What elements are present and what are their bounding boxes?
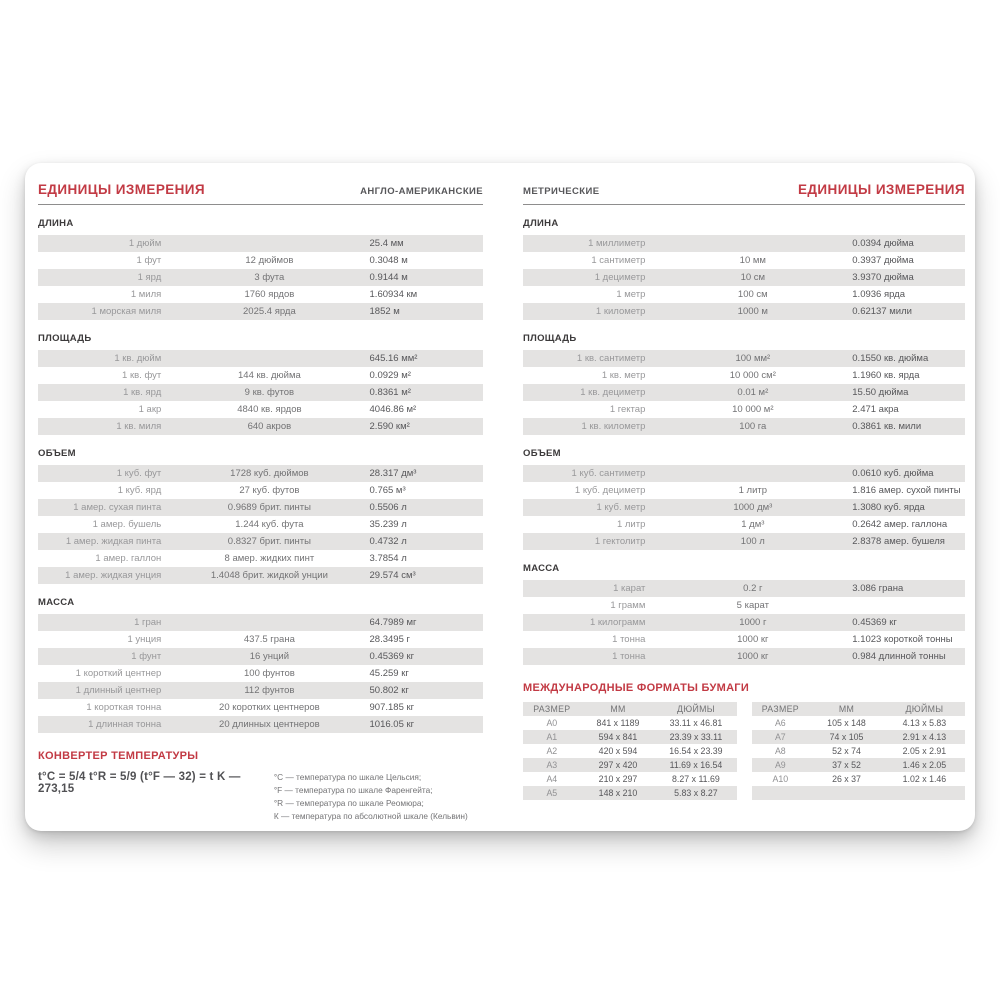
table-cell: 4840 кв. ярдов: [237, 404, 302, 415]
table-cell: 1 кв. ярд: [123, 387, 162, 398]
table-cell: 1 карат: [613, 583, 646, 594]
paper-row: [523, 744, 737, 758]
table-cell: 1.1023 короткой тонны: [852, 634, 953, 645]
page-title: ЕДИНИЦЫ ИЗМЕРЕНИЯ: [38, 182, 205, 197]
table-row: [38, 665, 483, 682]
table-cell: 0.4732 л: [369, 536, 407, 547]
paper-table-a6-a10: [752, 702, 966, 800]
table-row: [38, 418, 483, 435]
table-cell: 1 амер. сухая пинта: [73, 502, 162, 513]
table-cell: 1852 м: [369, 306, 400, 317]
table-cell: 0.01 м²: [737, 387, 769, 398]
table-cell: 1.60934 км: [369, 289, 418, 300]
table-row: [38, 384, 483, 401]
unit-section: [523, 218, 965, 320]
table-cell: 144 кв. дюйма: [238, 370, 301, 381]
paper-header-cell: РАЗМЕР: [761, 704, 799, 714]
table-cell: 1 килограмм: [589, 617, 646, 628]
unit-table: [38, 350, 483, 435]
table-row: [523, 597, 965, 614]
paper-cell: A1: [546, 732, 558, 742]
table-cell: 1.244 куб. фута: [235, 519, 304, 530]
table-cell: 1 кв. дюйм: [114, 353, 162, 364]
paper-cell: 210 x 297: [598, 774, 638, 784]
table-cell: 1.0936 ярда: [852, 289, 905, 300]
table-cell: 1 куб. дециметр: [574, 485, 646, 496]
table-cell: 0.984 длинной тонны: [852, 651, 946, 662]
table-cell: 2.8378 амер. бушеля: [852, 536, 945, 547]
unit-table: [523, 235, 965, 320]
table-row: [38, 499, 483, 516]
table-row: [523, 499, 965, 516]
paper-cell: 5.83 x 8.27: [674, 788, 718, 798]
paper-row: [752, 716, 966, 730]
table-cell: 100 л: [740, 536, 765, 547]
table-row: [523, 350, 965, 367]
table-cell: 28.317 дм³: [369, 468, 417, 479]
table-cell: 1728 куб. дюймов: [230, 468, 309, 479]
paper-cell: 1.02 x 1.46: [902, 774, 947, 784]
table-cell: 1 амер. жидкая пинта: [65, 536, 162, 547]
page-subtitle: АНГЛО-АМЕРИКАНСКИЕ: [360, 186, 483, 197]
unit-section: [38, 333, 483, 435]
table-cell: 1 кв. дециметр: [580, 387, 646, 398]
table-cell: 1 короткая тонна: [86, 702, 162, 713]
table-cell: 10 000 м²: [732, 404, 774, 415]
table-row: [523, 631, 965, 648]
unit-table: [38, 235, 483, 320]
table-row: [38, 303, 483, 320]
unit-table: [38, 614, 483, 733]
paper-table-a0-a5: [523, 702, 737, 800]
table-row: [523, 269, 965, 286]
table-row: [523, 235, 965, 252]
table-cell: 1 короткий центнер: [75, 668, 162, 679]
table-row: [38, 367, 483, 384]
table-cell: 0.3861 кв. мили: [852, 421, 922, 432]
section-label: ДЛИНА: [38, 218, 74, 229]
table-cell: 1 кв. километр: [581, 421, 646, 432]
table-cell: 0.0929 м²: [369, 370, 411, 381]
table-cell: 0.5506 л: [369, 502, 407, 513]
table-row: [38, 631, 483, 648]
table-row: [523, 286, 965, 303]
table-cell: 1.1960 кв. ярда: [852, 370, 920, 381]
paper-header-cell: ДЮЙМЫ: [905, 704, 944, 714]
section-label: ДЛИНА: [523, 218, 559, 229]
table-row: [38, 401, 483, 418]
table-row: [523, 580, 965, 597]
paper-cell: 148 x 210: [598, 788, 638, 798]
table-cell: 1 литр: [616, 519, 646, 530]
paper-cell: 74 x 105: [829, 732, 864, 742]
table-cell: 0.1550 кв. дюйма: [852, 353, 929, 364]
table-cell: 29.574 см³: [369, 570, 416, 581]
paper-cell: 420 x 594: [598, 746, 638, 756]
table-cell: 9 кв. футов: [244, 387, 295, 398]
table-cell: 1 кв. метр: [601, 370, 646, 381]
table-row: [38, 516, 483, 533]
paper-formats-title: МЕЖДУНАРОДНЫЕ ФОРМАТЫ БУМАГИ: [523, 682, 750, 694]
table-row: [523, 648, 965, 665]
table-cell: 8 амер. жидких пинт: [224, 553, 315, 564]
table-cell: 3.086 грана: [852, 583, 904, 594]
note-line: °C — температура по шкале Цельсия;: [273, 772, 422, 782]
temperature-converter: [38, 771, 483, 822]
paper-cell: A8: [774, 746, 786, 756]
note-line: °F — температура по шкале Фаренгейта;: [273, 784, 433, 795]
table-cell: 1 амер. бушель: [92, 519, 162, 530]
unit-table: [523, 580, 965, 665]
table-cell: 640 акров: [247, 421, 292, 432]
table-row: [523, 533, 965, 550]
table-cell: 0.3048 м: [369, 255, 408, 266]
paper-row: [523, 730, 737, 744]
table-cell: 1 гектар: [609, 404, 646, 415]
table-cell: 35.239 л: [369, 519, 407, 530]
table-row: [38, 350, 483, 367]
table-cell: 0.9689 брит. пинты: [227, 502, 311, 513]
unit-section: [38, 597, 483, 733]
paper-cell: A6: [774, 718, 786, 728]
paper-cell: 26 x 37: [832, 774, 861, 784]
table-cell: 25.4 мм: [369, 238, 404, 249]
table-cell: 1 метр: [616, 289, 646, 300]
table-row: [38, 682, 483, 699]
table-cell: 2.590 км²: [369, 421, 410, 432]
table-row: [523, 516, 965, 533]
table-cell: 1 фут: [136, 255, 162, 266]
table-cell: 0.0394 дюйма: [852, 238, 914, 249]
table-cell: 0.3937 дюйма: [852, 255, 914, 266]
table-cell: 0.8361 м²: [369, 387, 411, 398]
table-cell: 0.765 м³: [369, 485, 406, 496]
table-row: [38, 567, 483, 584]
table-cell: 45.259 кг: [369, 668, 409, 679]
table-cell: 1 амер. галлон: [95, 553, 162, 564]
section-label: ОБЪЕМ: [523, 448, 561, 459]
paper-cell: A5: [546, 788, 558, 798]
table-row: [38, 716, 483, 733]
unit-section: [38, 218, 483, 320]
table-row: [523, 614, 965, 631]
table-row: [38, 550, 483, 567]
paper-cell: A10: [772, 774, 789, 784]
table-row: [38, 286, 483, 303]
table-cell: 3.7854 л: [369, 553, 407, 564]
table-cell: 10 см: [740, 272, 766, 283]
table-cell: 645.16 мм²: [369, 353, 418, 364]
right-page-header: [523, 179, 965, 197]
table-cell: 1 акр: [138, 404, 162, 415]
table-cell: 907.185 кг: [369, 702, 415, 713]
table-cell: 1 грамм: [610, 600, 646, 611]
table-row: [523, 303, 965, 320]
table-cell: 50.802 кг: [369, 685, 409, 696]
table-cell: 28.3495 г: [369, 634, 410, 645]
table-cell: 1 куб. метр: [596, 502, 646, 513]
table-row: [38, 269, 483, 286]
paper-cell: 52 x 74: [832, 746, 861, 756]
table-cell: 1 миля: [130, 289, 162, 300]
table-cell: 437.5 грана: [243, 634, 295, 645]
table-cell: 1.816 амер. сухой пинты: [852, 485, 961, 496]
table-cell: 1 длинная тонна: [88, 719, 162, 730]
paper-header-cell: ММ: [610, 704, 626, 714]
table-cell: 3.9370 дюйма: [852, 272, 914, 283]
table-cell: 1760 ярдов: [244, 289, 295, 300]
table-row: [523, 482, 965, 499]
unit-section: [523, 448, 965, 550]
page-subtitle: МЕТРИЧЕСКИЕ: [523, 186, 600, 197]
table-cell: 27 куб. футов: [239, 485, 300, 496]
paper-cell: 4.13 x 5.83: [902, 718, 947, 728]
paper-row: [523, 716, 737, 730]
table-cell: 1 гран: [134, 617, 162, 628]
table-cell: 1 миллиметр: [588, 238, 646, 249]
table-cell: 1.3080 куб. ярда: [852, 502, 925, 513]
section-label: МАССА: [38, 597, 75, 608]
table-cell: 0.2642 амер. галлона: [852, 519, 948, 530]
paper-cell: 23.39 x 33.11: [669, 732, 723, 742]
paper-header-row: [523, 702, 737, 716]
table-cell: 1 амер. жидкая унция: [65, 570, 162, 581]
section-label: МАССА: [523, 563, 560, 574]
table-cell: 16 унций: [249, 651, 290, 662]
table-cell: 1 тонна: [612, 651, 646, 662]
paper-row: [523, 786, 737, 800]
paper-row: [752, 772, 966, 786]
temperature-notes: [274, 771, 483, 822]
table-row: [38, 235, 483, 252]
paper-header-row: [752, 702, 966, 716]
unit-table: [38, 465, 483, 584]
table-cell: 100 см: [737, 289, 768, 300]
table-cell: 1 дм³: [741, 519, 765, 530]
paper-header-cell: ММ: [838, 704, 855, 714]
table-cell: 1 дюйм: [128, 238, 162, 249]
paper-cell: A9: [774, 760, 786, 770]
unit-section: [523, 563, 965, 665]
note-line: °R — температура по шкале Реомюра;: [273, 797, 424, 808]
page-title: ЕДИНИЦЫ ИЗМЕРЕНИЯ: [798, 182, 965, 197]
paper-cell: 16.54 x 23.39: [669, 746, 723, 756]
paper-row: [752, 744, 966, 758]
paper-cell: A7: [774, 732, 786, 742]
table-row: [38, 252, 483, 269]
table-cell: 1 кв. миля: [116, 421, 162, 432]
table-row: [523, 384, 965, 401]
table-cell: 12 дюймов: [245, 255, 294, 266]
paper-cell: 297 x 420: [598, 760, 638, 770]
paper-row: [752, 730, 966, 744]
table-cell: 2.471 акра: [852, 404, 899, 415]
paper-header-cell: ДЮЙМЫ: [677, 704, 715, 714]
section-label: ПЛОЩАДЬ: [523, 333, 577, 344]
table-cell: 20 длинных центнеров: [219, 719, 320, 730]
table-cell: 1000 м: [737, 306, 768, 317]
paper-cell: 11.69 x 16.54: [669, 760, 723, 770]
table-cell: 112 фунтов: [244, 685, 295, 696]
paper-cell: 1.46 x 2.05: [902, 760, 947, 770]
table-cell: 1 куб. сантиметр: [571, 468, 646, 479]
table-row: [523, 367, 965, 384]
table-cell: 1 тонна: [612, 634, 646, 645]
paper-cell: A3: [546, 760, 558, 770]
paper-row: [523, 758, 737, 772]
table-cell: 10 мм: [739, 255, 766, 266]
table-row: [38, 648, 483, 665]
table-row: [523, 465, 965, 482]
table-cell: 100 фунтов: [244, 668, 295, 679]
table-cell: 0.45369 кг: [852, 617, 897, 628]
table-cell: 4046.86 м²: [369, 404, 417, 415]
table-cell: 1 длинный центнер: [75, 685, 162, 696]
table-cell: 1 унция: [127, 634, 162, 645]
unit-section: [38, 448, 483, 584]
left-page-header: [38, 179, 483, 197]
unit-table: [523, 465, 965, 550]
table-cell: 0.45369 кг: [369, 651, 415, 662]
table-cell: 64.7989 мг: [369, 617, 417, 628]
paper-cell: A4: [546, 774, 558, 784]
paper-formats: [523, 702, 965, 800]
table-cell: 1 куб. ярд: [117, 485, 162, 496]
paper-cell: 841 x 1189: [596, 718, 640, 728]
table-cell: 1000 г: [739, 617, 767, 628]
paper-cell: A0: [546, 718, 558, 728]
table-cell: 1 куб. фут: [116, 468, 162, 479]
section-label: ОБЪЕМ: [38, 448, 76, 459]
table-row: [523, 252, 965, 269]
table-cell: 5 карат: [736, 600, 769, 611]
table-cell: 1 кв. сантиметр: [576, 353, 646, 364]
table-cell: 1000 кг: [737, 651, 769, 662]
paper-cell: 2.91 x 4.13: [902, 732, 947, 742]
notebook-spread: [25, 163, 975, 831]
table-cell: 0.9144 м: [369, 272, 408, 283]
temperature-formula: t°C = 5/4 t°R = 5/9 (t°F — 32) = t K — 273,15: [38, 771, 241, 795]
unit-sections-right: [523, 205, 965, 665]
paper-cell: 105 x 148: [827, 718, 866, 728]
table-row: [523, 418, 965, 435]
table-cell: 20 коротких центнеров: [219, 702, 320, 713]
table-cell: 1 кв. фут: [122, 370, 162, 381]
right-page: [523, 179, 965, 831]
table-cell: 1016.05 кг: [369, 719, 415, 730]
table-cell: 1 морская миля: [91, 306, 162, 317]
paper-cell: 8.27 x 11.69: [672, 774, 720, 784]
paper-header-cell: РАЗМЕР: [533, 704, 571, 714]
paper-cell: 2.05 x 2.91: [902, 746, 947, 756]
table-row: [38, 465, 483, 482]
table-cell: 0.2 г: [743, 583, 763, 594]
table-cell: 0.0610 куб. дюйма: [852, 468, 934, 479]
table-row: [38, 699, 483, 716]
table-cell: 2025.4 ярда: [243, 306, 296, 317]
paper-row: [752, 786, 966, 800]
unit-sections-left: [38, 205, 483, 733]
table-cell: 1 гектолитр: [594, 536, 646, 547]
paper-row: [752, 758, 966, 772]
table-cell: 1 литр: [738, 485, 768, 496]
table-cell: 1 фунт: [131, 651, 162, 662]
table-cell: 3 фута: [254, 272, 285, 283]
table-cell: 1 километр: [595, 306, 646, 317]
paper-cell: 37 x 52: [832, 760, 861, 770]
table-cell: 0.62137 мили: [852, 306, 912, 317]
table-row: [38, 533, 483, 550]
note-line: К — температура по абсолютной шкале (Кельвин): [273, 810, 468, 821]
paper-cell: A2: [546, 746, 558, 756]
table-cell: 1000 дм³: [733, 502, 773, 513]
table-cell: 1.4048 брит. жидкой унции: [210, 570, 328, 581]
unit-table: [523, 350, 965, 435]
table-cell: 100 мм²: [735, 353, 771, 364]
table-row: [523, 401, 965, 418]
table-cell: 15.50 дюйма: [852, 387, 909, 398]
table-row: [38, 614, 483, 631]
table-cell: 1 сантиметр: [591, 255, 646, 266]
temperature-converter-title: КОНВЕРТЕР ТЕМПЕРАТУРЫ: [38, 750, 199, 762]
section-label: ПЛОЩАДЬ: [38, 333, 92, 344]
table-row: [38, 482, 483, 499]
paper-cell: 594 x 841: [598, 732, 638, 742]
table-cell: 10 000 см²: [729, 370, 776, 381]
table-cell: 100 га: [739, 421, 767, 432]
table-cell: 1000 кг: [737, 634, 769, 645]
table-cell: 1 ярд: [137, 272, 162, 283]
table-cell: 0.8327 брит. пинты: [227, 536, 311, 547]
paper-row: [523, 772, 737, 786]
left-page: [38, 179, 483, 831]
table-cell: 1 дециметр: [594, 272, 646, 283]
unit-section: [523, 333, 965, 435]
paper-cell: 33.11 x 46.81: [669, 718, 723, 728]
